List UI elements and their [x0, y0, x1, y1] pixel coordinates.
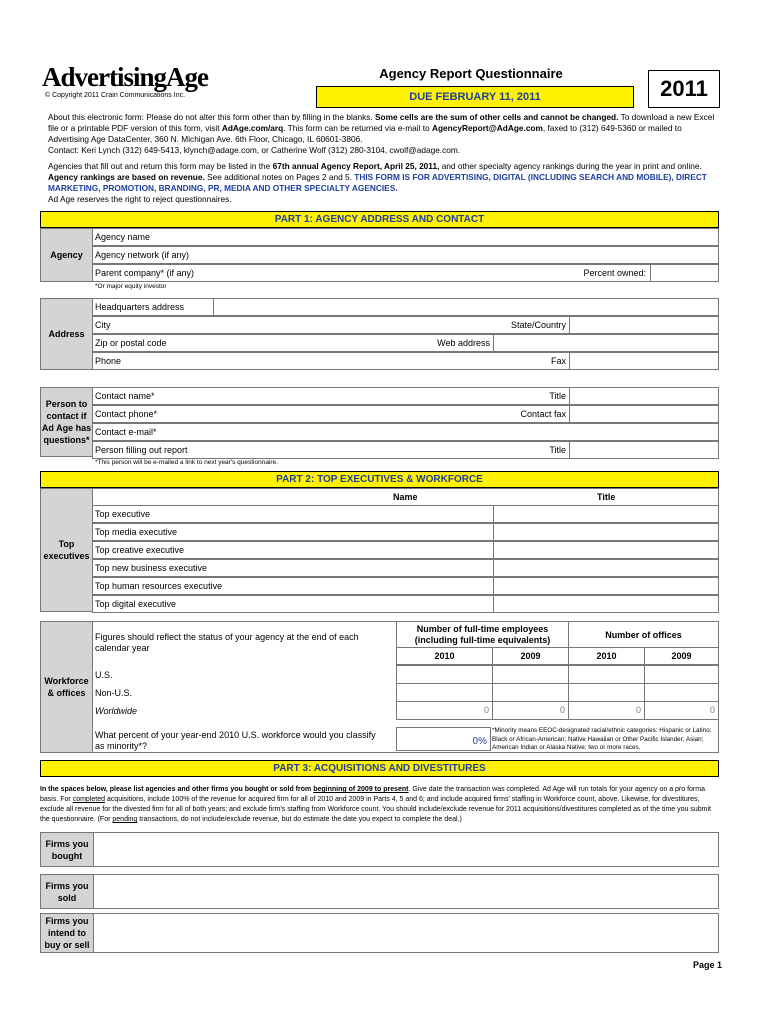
intro-paragraph-1: About this electronic form: Please do not alter this form other than by filling in the blanks. Some cells are the sum of other cells and cannot be changed. To download a new Excel file or a printable PDF version of this form, visit AdAge.com/arq. This form can be returned via e-mail to AgencyReport@AdAge.com, faxed to (312) 649-5360 or mailed to Advertising Age DataCenter, 360 N. Michigan Ave. 6th Floor, Chicago, IL 60601-3806. Contact: Keri Lynch (312) 649-5413, klynch@adage.com, or Catherine Wolf (312) 280-3104, cwolf@adage.com.: [48, 112, 715, 155]
worldwide-total-cell: [644, 701, 719, 720]
phone-row: Phone Fax: [92, 352, 719, 370]
workforce-input-cell[interactable]: [568, 683, 645, 702]
exec-row[interactable]: [92, 523, 719, 541]
exec-title-field[interactable]: [493, 542, 720, 558]
minority-question: What percent of your year-end 2010 U.S. workforce would you classify as minority*?: [95, 730, 376, 751]
exec-header-row: Name Title: [92, 488, 719, 506]
intro-paragraph-2: Agencies that fill out and return this form may be listed in the 67th annual Agency Report, April 25, 2011, and other specialty agency rankings during the year in print and online. Agency rankings are based on revenue. See additional notes on Pages 2 and 5. THIS FORM IS FOR ADVERTISING, DIGITAL (INCLUDING SEARCH AND MOBILE), DIRECT MARKETING, PROMOTION, BRANDING, PR, MEDIA AND OTHER SPECIALTY AGENCIES. Ad Age reserves the right to reject questionnaires.: [48, 161, 707, 204]
workforce-input-cell[interactable]: [644, 683, 719, 702]
agency-name-row: Agency name: [92, 228, 719, 246]
worldwide-value: 0: [483, 705, 489, 715]
us-label: U.S.: [95, 670, 113, 680]
web-address-field[interactable]: [493, 335, 720, 351]
state-field[interactable]: [569, 317, 720, 333]
exec-label: Top creative executive: [95, 545, 185, 555]
hq-address-field[interactable]: [213, 299, 720, 315]
firms-bought-label: Firms you bought: [40, 832, 94, 867]
exec-row[interactable]: [92, 559, 719, 577]
form-year: 2011: [648, 70, 720, 108]
contact-fax-field[interactable]: [569, 406, 720, 422]
workforce-input-cell[interactable]: [396, 683, 493, 702]
workforce-input-cell[interactable]: [568, 665, 645, 684]
year-header: 2010: [396, 647, 493, 665]
worldwide-total-cell: [568, 701, 645, 720]
person-filling-row: Person filling out report Title: [92, 441, 719, 459]
advertising-age-logo: AdvertisingAge: [42, 62, 208, 92]
part1-header: PART 1: AGENCY ADDRESS AND CONTACT: [40, 211, 719, 228]
agency-network-row: Agency network (if any): [92, 246, 719, 264]
firms-intend-field[interactable]: [93, 913, 719, 953]
worldwide-label: Worldwide: [95, 706, 138, 716]
exec-label: Top media executive: [95, 527, 178, 537]
exec-label: Top human resources executive: [95, 581, 223, 591]
contact-name-row: Contact name* Title: [92, 387, 719, 405]
exec-label: Top digital executive: [95, 599, 177, 609]
agency-section-label: Agency: [40, 228, 93, 282]
exec-title-field[interactable]: [493, 578, 720, 594]
exec-title-field[interactable]: [493, 506, 720, 522]
worldwide-total-cell: [492, 701, 569, 720]
equity-note: *Or major equity investor: [95, 283, 167, 290]
filler-title-field[interactable]: [569, 442, 720, 458]
zip-row: Zip or postal code Web address: [92, 334, 719, 352]
parent-company-row: Parent company* (if any) Percent owned:: [92, 264, 719, 282]
top-executives-label: Top executives: [40, 488, 93, 612]
firms-bought-field[interactable]: [93, 832, 719, 867]
worldwide-total-cell: [396, 701, 493, 720]
address-section-label: Address: [40, 298, 93, 370]
contact-section-label: Person to contact if Ad Age has questions*: [40, 387, 93, 457]
worldwide-value: 0: [559, 705, 565, 715]
contact-email-row: Contact e-mail*: [92, 423, 719, 441]
exec-title-field[interactable]: [493, 560, 720, 576]
part3-intro: In the spaces below, please list agencies and other firms you bought or sold from beginning of 2009 to present. Give date the transaction was completed. Ad Age will run totals for your agency on a pro forma basis. For completed acquisitions, include 100% of the revenue for acquired firm for all of 2010 and 2009 in Parts 4, 5 and 6; and include acquired firms' staffing in Workforce count, above. Likewise, for divestitures, exclude all revenue for the divested firm for all of both years; and exclude firm's staffing from Workforce count. You should include/exclude revenue for 2011 acquisitions/divestitures completed as of the time you submit the questionnaire. (For pending transactions, do not include/exclude revenue, but do estimate the date you expect to complete the deal.): [40, 786, 711, 823]
minority-note: *Minority means EEOC-designated racial/ethnic categories: Hispanic or Latino; Black or African-American; Native Hawaiian or Other Pacific Islander; Asian; American Indian or Alaska Native; two or more races.: [492, 727, 712, 751]
employees-header: Number of full-time employees (including full-time equivalents): [396, 621, 569, 648]
exec-label: Top executive: [95, 509, 151, 519]
year-header: 2009: [492, 647, 569, 665]
percent-owned-field[interactable]: [650, 265, 720, 281]
contact-phone-row: Contact phone* Contact fax: [92, 405, 719, 423]
hq-address-row: Headquarters address: [92, 298, 719, 316]
part3-header: PART 3: ACQUISITIONS AND DIVESTITURES: [40, 760, 719, 777]
exec-row[interactable]: [92, 595, 719, 613]
workforce-section-label: Workforce & offices: [40, 621, 93, 753]
firms-sold-label: Firms you sold: [40, 874, 94, 909]
workforce-input-cell[interactable]: [396, 665, 493, 684]
email-note: *This person will be e-mailed a link to next year's questionnaire.: [95, 459, 278, 466]
fax-field[interactable]: [569, 353, 720, 369]
exec-row[interactable]: [92, 577, 719, 595]
exec-row[interactable]: [92, 505, 719, 523]
exec-label: Top new business executive: [95, 563, 208, 573]
contact-title-field[interactable]: [569, 388, 720, 404]
firms-sold-field[interactable]: [93, 874, 719, 909]
worldwide-value: 0: [635, 705, 641, 715]
exec-row[interactable]: [92, 541, 719, 559]
form-title: Agency Report Questionnaire: [379, 66, 563, 81]
minority-percent-field[interactable]: 0%: [396, 727, 491, 751]
workforce-input-cell[interactable]: [492, 665, 569, 684]
workforce-input-cell[interactable]: [644, 665, 719, 684]
year-header: 2009: [644, 647, 719, 665]
due-date-banner: DUE FEBRUARY 11, 2011: [316, 86, 634, 108]
exec-title-field[interactable]: [493, 524, 720, 540]
part2-header: PART 2: TOP EXECUTIVES & WORKFORCE: [40, 471, 719, 488]
firms-intend-label: Firms you intend to buy or sell: [40, 913, 94, 953]
offices-header: Number of offices: [568, 621, 719, 648]
year-header: 2010: [568, 647, 645, 665]
exec-title-field[interactable]: [493, 596, 720, 612]
non-us-label: Non-U.S.: [95, 688, 133, 698]
copyright: © Copyright 2011 Crain Communications Inc.: [45, 92, 186, 99]
page-number: Page 1: [692, 960, 722, 970]
figures-note: Figures should reflect the status of your agency at the end of each calendar year: [95, 632, 359, 653]
city-row: City State/Country: [92, 316, 719, 334]
workforce-input-cell[interactable]: [492, 683, 569, 702]
worldwide-value: 0: [709, 705, 715, 715]
